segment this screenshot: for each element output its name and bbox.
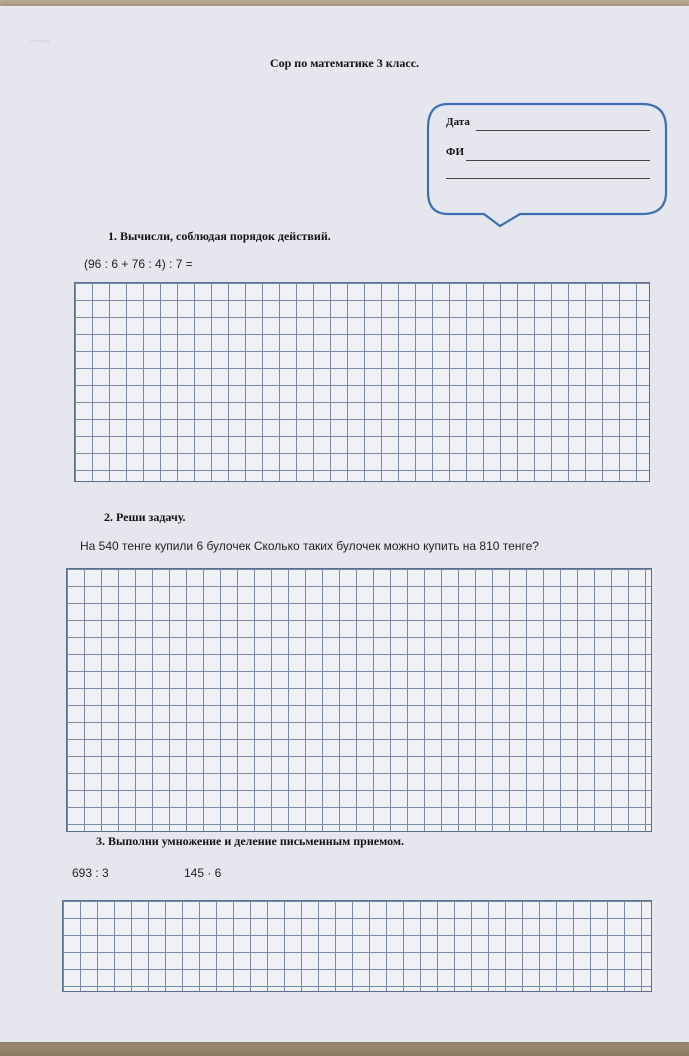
worksheet-page bbox=[0, 6, 689, 1042]
faint-handwriting-mark: ~~~ bbox=[30, 34, 50, 48]
task-3-expression-b: 145 · 6 bbox=[184, 866, 222, 880]
task-1-expression: (96 : 6 + 76 : 4) : 7 = bbox=[84, 257, 193, 271]
task-1-answer-grid[interactable] bbox=[74, 282, 650, 482]
name-line-2 bbox=[446, 178, 650, 179]
name-line bbox=[466, 160, 650, 161]
task-3-heading: 3. Выполни умножение и деление письменным приемом. bbox=[96, 834, 405, 848]
name-label: ФИ bbox=[446, 146, 465, 158]
date-label: Дата bbox=[446, 116, 470, 128]
task-2-heading: 2. Реши задачу. bbox=[104, 510, 186, 524]
task-2-answer-grid[interactable] bbox=[66, 568, 652, 832]
task-3-expression-a: 693 : 3 bbox=[72, 866, 109, 880]
page-title: Сор по математике 3 класс. bbox=[269, 56, 420, 70]
task-3-answer-grid[interactable] bbox=[62, 900, 652, 992]
task-1-heading: 1. Вычисли, соблюдая порядок действий. bbox=[108, 229, 331, 243]
task-2-problem-text: На 540 тенге купили 6 булочек Сколько таких булочек можно купить на 810 тенге? bbox=[80, 539, 539, 553]
date-line bbox=[476, 130, 650, 131]
